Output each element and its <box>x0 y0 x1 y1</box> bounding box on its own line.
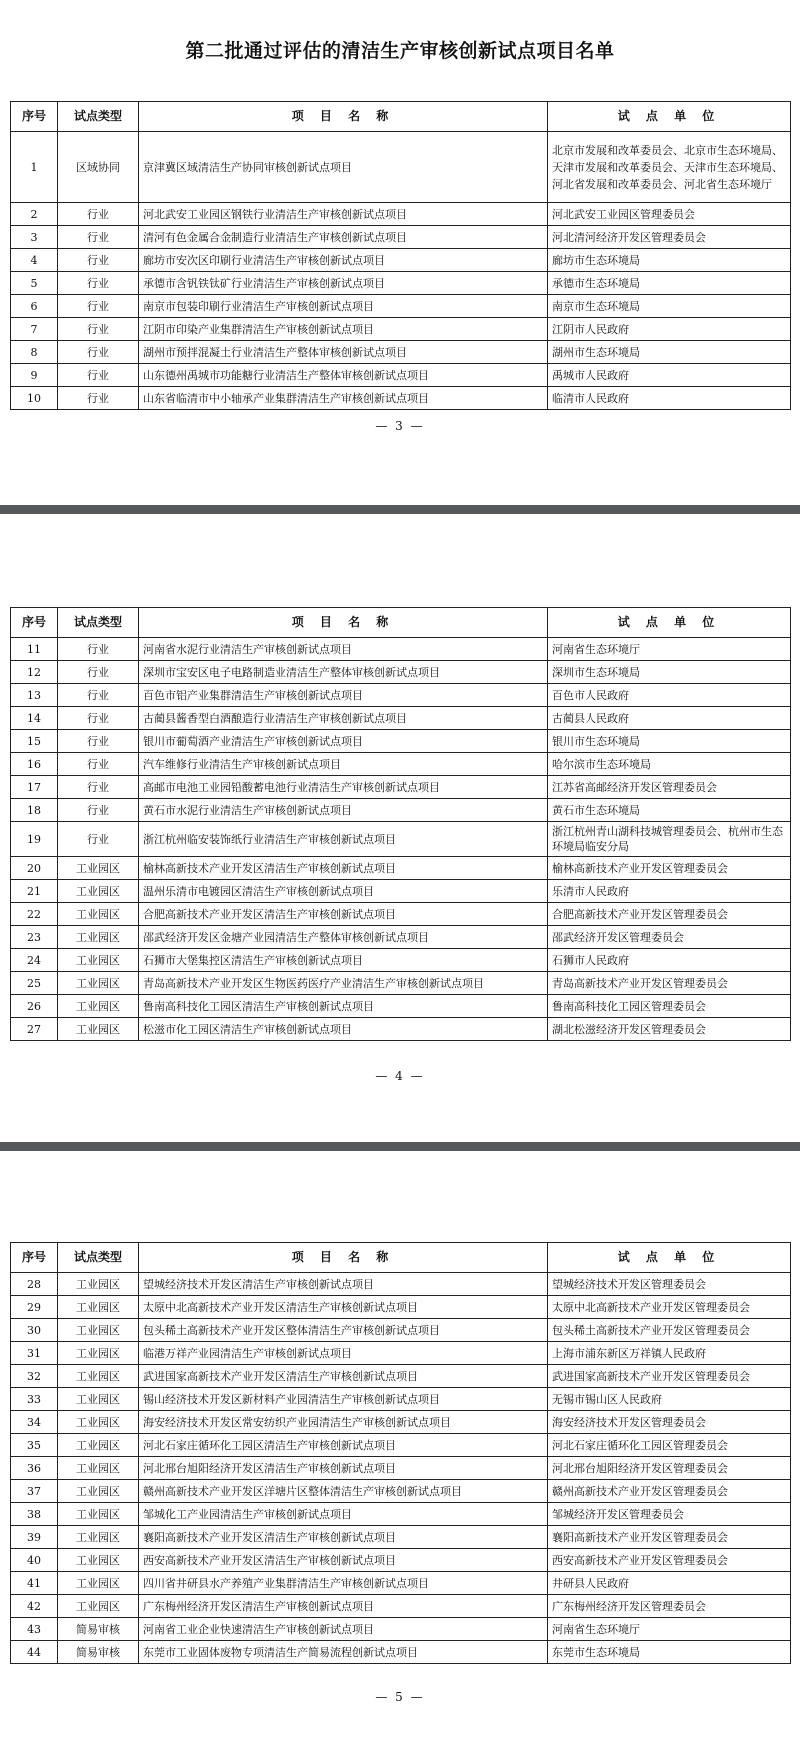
pilot-unit: 上海市浦东新区万祥镇人民政府 <box>548 1342 791 1365</box>
project-name: 黄石市水泥行业清洁生产审核创新试点项目 <box>139 799 548 822</box>
pilot-type: 行业 <box>58 226 139 249</box>
table-row <box>11 132 791 203</box>
pilot-unit: 河南省生态环境厅 <box>548 638 791 661</box>
pilot-type: 行业 <box>58 822 139 857</box>
table-header-row <box>11 1243 791 1273</box>
header-no: 序号 <box>11 1243 58 1273</box>
row-number: 7 <box>11 318 58 341</box>
row-number: 13 <box>11 684 58 707</box>
pilot-type: 行业 <box>58 318 139 341</box>
pilot-type: 工业园区 <box>58 1480 139 1503</box>
row-number: 41 <box>11 1572 58 1595</box>
table-row <box>11 1342 791 1365</box>
pilot-unit: 银川市生态环境局 <box>548 730 791 753</box>
project-name: 山东德州禹城市功能糖行业清洁生产整体审核创新试点项目 <box>139 364 548 387</box>
pilot-type: 工业园区 <box>58 1273 139 1296</box>
project-name: 百色市铝产业集群清洁生产审核创新试点项目 <box>139 684 548 707</box>
pilot-type: 工业园区 <box>58 1572 139 1595</box>
table-row <box>11 1411 791 1434</box>
row-number: 27 <box>11 1018 58 1041</box>
pilot-unit: 东莞市生态环境局 <box>548 1641 791 1664</box>
pilot-type: 行业 <box>58 776 139 799</box>
pilot-unit: 深圳市生态环境局 <box>548 661 791 684</box>
pilot-type: 行业 <box>58 203 139 226</box>
project-name: 高邮市电池工业园铅酸蓄电池行业清洁生产审核创新试点项目 <box>139 776 548 799</box>
project-name: 温州乐清市电镀园区清洁生产审核创新试点项目 <box>139 880 548 903</box>
table-row <box>11 949 791 972</box>
pilot-type: 简易审核 <box>58 1641 139 1664</box>
row-number: 25 <box>11 972 58 995</box>
pilot-type: 行业 <box>58 638 139 661</box>
project-name: 湖州市预拌混凝土行业清洁生产整体审核创新试点项目 <box>139 341 548 364</box>
project-name: 四川省井研县水产养殖产业集群清洁生产审核创新试点项目 <box>139 1572 548 1595</box>
table-row <box>11 857 791 880</box>
project-name: 河北邢台旭阳经济开发区清洁生产审核创新试点项目 <box>139 1457 548 1480</box>
table-row <box>11 880 791 903</box>
page-divider <box>0 505 800 514</box>
project-name: 山东省临清市中小轴承产业集群清洁生产审核创新试点项目 <box>139 387 548 410</box>
pilot-unit: 井研县人民政府 <box>548 1572 791 1595</box>
project-name: 海安经济技术开发区常安纺织产业园清洁生产审核创新试点项目 <box>139 1411 548 1434</box>
pilot-type: 行业 <box>58 272 139 295</box>
row-number: 3 <box>11 226 58 249</box>
pilot-unit: 哈尔滨市生态环境局 <box>548 753 791 776</box>
row-number: 37 <box>11 1480 58 1503</box>
pilot-type: 行业 <box>58 295 139 318</box>
pilot-unit: 江苏省高邮经济开发区管理委员会 <box>548 776 791 799</box>
pilot-unit: 河北武安工业园区管理委员会 <box>548 203 791 226</box>
row-number: 33 <box>11 1388 58 1411</box>
project-name: 东莞市工业固体废物专项清洁生产简易流程创新试点项目 <box>139 1641 548 1664</box>
table-row <box>11 1273 791 1296</box>
project-name: 浙江杭州临安装饰纸行业清洁生产审核创新试点项目 <box>139 822 548 857</box>
pilot-type: 工业园区 <box>58 1365 139 1388</box>
pilot-type: 工业园区 <box>58 1018 139 1041</box>
project-name: 廊坊市安次区印刷行业清洁生产审核创新试点项目 <box>139 249 548 272</box>
pilot-unit: 江阴市人民政府 <box>548 318 791 341</box>
row-number: 1 <box>11 132 58 203</box>
table-row <box>11 753 791 776</box>
table-row <box>11 364 791 387</box>
pilot-unit: 石狮市人民政府 <box>548 949 791 972</box>
project-name: 锡山经济技术开发区新材料产业园清洁生产审核创新试点项目 <box>139 1388 548 1411</box>
pilot-unit: 武进国家高新技术产业开发区管理委员会 <box>548 1365 791 1388</box>
row-number: 12 <box>11 661 58 684</box>
table-row <box>11 226 791 249</box>
project-table <box>10 101 791 410</box>
project-name: 榆林高新技术产业开发区清洁生产审核创新试点项目 <box>139 857 548 880</box>
pilot-type: 工业园区 <box>58 1503 139 1526</box>
row-number: 18 <box>11 799 58 822</box>
pilot-unit: 广东梅州经济开发区管理委员会 <box>548 1595 791 1618</box>
pilot-unit: 廊坊市生态环境局 <box>548 249 791 272</box>
table-row <box>11 822 791 857</box>
table-row <box>11 776 791 799</box>
project-name: 邵武经济开发区金塘产业园清洁生产整体审核创新试点项目 <box>139 926 548 949</box>
project-name: 清河有色金属合金制造行业清洁生产审核创新试点项目 <box>139 226 548 249</box>
project-name: 临港万祥产业园清洁生产审核创新试点项目 <box>139 1342 548 1365</box>
pilot-type: 行业 <box>58 387 139 410</box>
row-number: 2 <box>11 203 58 226</box>
pilot-unit: 河北清河经济开发区管理委员会 <box>548 226 791 249</box>
page-divider <box>0 1142 800 1151</box>
project-name: 鲁南高科技化工园区清洁生产审核创新试点项目 <box>139 995 548 1018</box>
header-project: 项 目 名 称 <box>139 102 548 132</box>
row-number: 35 <box>11 1434 58 1457</box>
table-row <box>11 1526 791 1549</box>
pilot-type: 行业 <box>58 753 139 776</box>
table-row <box>11 1641 791 1664</box>
row-number: 19 <box>11 822 58 857</box>
header-no: 序号 <box>11 102 58 132</box>
pilot-type: 行业 <box>58 684 139 707</box>
pilot-unit: 邹城经济开发区管理委员会 <box>548 1503 791 1526</box>
pilot-unit: 河北石家庄循环化工园区管理委员会 <box>548 1434 791 1457</box>
row-number: 30 <box>11 1319 58 1342</box>
project-name: 汽车维修行业清洁生产审核创新试点项目 <box>139 753 548 776</box>
pilot-type: 工业园区 <box>58 857 139 880</box>
pilot-unit: 邵武经济开发区管理委员会 <box>548 926 791 949</box>
project-name: 西安高新技术产业开发区清洁生产审核创新试点项目 <box>139 1549 548 1572</box>
pilot-unit: 望城经济技术开发区管理委员会 <box>548 1273 791 1296</box>
row-number: 28 <box>11 1273 58 1296</box>
pilot-unit: 合肥高新技术产业开发区管理委员会 <box>548 903 791 926</box>
header-project: 项 目 名 称 <box>139 1243 548 1273</box>
table-row <box>11 272 791 295</box>
project-name: 河北武安工业园区钢铁行业清洁生产审核创新试点项目 <box>139 203 548 226</box>
project-name: 古蔺县酱香型白酒酿造行业清洁生产审核创新试点项目 <box>139 707 548 730</box>
pilot-unit: 鲁南高科技化工园区管理委员会 <box>548 995 791 1018</box>
row-number: 20 <box>11 857 58 880</box>
table-row <box>11 1018 791 1041</box>
table-row <box>11 1365 791 1388</box>
project-name: 太原中北高新技术产业开发区清洁生产审核创新试点项目 <box>139 1296 548 1319</box>
page-table-3 <box>10 1242 790 1664</box>
row-number: 17 <box>11 776 58 799</box>
table-row <box>11 799 791 822</box>
row-number: 44 <box>11 1641 58 1664</box>
table-row <box>11 295 791 318</box>
row-number: 29 <box>11 1296 58 1319</box>
table-row <box>11 684 791 707</box>
table-row <box>11 1434 791 1457</box>
table-row <box>11 707 791 730</box>
table-header-row <box>11 102 791 132</box>
pilot-unit: 湖州市生态环境局 <box>548 341 791 364</box>
table-row <box>11 249 791 272</box>
row-number: 34 <box>11 1411 58 1434</box>
pilot-type: 工业园区 <box>58 1411 139 1434</box>
page-number-3: — 3 — <box>375 419 425 433</box>
row-number: 8 <box>11 341 58 364</box>
pilot-type: 工业园区 <box>58 949 139 972</box>
row-number: 42 <box>11 1595 58 1618</box>
pilot-type: 工业园区 <box>58 880 139 903</box>
pilot-type: 工业园区 <box>58 1526 139 1549</box>
project-table <box>10 1242 791 1664</box>
table-row <box>11 1457 791 1480</box>
pilot-unit: 禹城市人民政府 <box>548 364 791 387</box>
row-number: 31 <box>11 1342 58 1365</box>
row-number: 11 <box>11 638 58 661</box>
project-table <box>10 607 791 1041</box>
project-name: 松滋市化工园区清洁生产审核创新试点项目 <box>139 1018 548 1041</box>
row-number: 32 <box>11 1365 58 1388</box>
row-number: 43 <box>11 1618 58 1641</box>
header-project: 项 目 名 称 <box>139 608 548 638</box>
table-row <box>11 1296 791 1319</box>
project-name: 望城经济技术开发区清洁生产审核创新试点项目 <box>139 1273 548 1296</box>
pilot-type: 工业园区 <box>58 1595 139 1618</box>
table-row <box>11 1480 791 1503</box>
header-unit: 试 点 单 位 <box>548 1243 791 1273</box>
pilot-unit: 无锡市锡山区人民政府 <box>548 1388 791 1411</box>
project-name: 邹城化工产业园清洁生产审核创新试点项目 <box>139 1503 548 1526</box>
pilot-unit: 古蔺县人民政府 <box>548 707 791 730</box>
project-name: 河南省水泥行业清洁生产审核创新试点项目 <box>139 638 548 661</box>
table-row <box>11 1319 791 1342</box>
row-number: 22 <box>11 903 58 926</box>
pilot-type: 行业 <box>58 364 139 387</box>
pilot-unit: 襄阳高新技术产业开发区管理委员会 <box>548 1526 791 1549</box>
pilot-type: 工业园区 <box>58 1342 139 1365</box>
pilot-unit: 榆林高新技术产业开发区管理委员会 <box>548 857 791 880</box>
pilot-type: 工业园区 <box>58 903 139 926</box>
header-unit: 试 点 单 位 <box>548 608 791 638</box>
pilot-unit: 临清市人民政府 <box>548 387 791 410</box>
pilot-type: 行业 <box>58 707 139 730</box>
pilot-unit: 承德市生态环境局 <box>548 272 791 295</box>
pilot-type: 工业园区 <box>58 1434 139 1457</box>
table-row <box>11 972 791 995</box>
project-name: 武进国家高新技术产业开发区清洁生产审核创新试点项目 <box>139 1365 548 1388</box>
project-name: 河北石家庄循环化工园区清洁生产审核创新试点项目 <box>139 1434 548 1457</box>
pilot-type: 工业园区 <box>58 1296 139 1319</box>
document-title: 第二批通过评估的清洁生产审核创新试点项目名单 <box>185 40 615 62</box>
table-row <box>11 341 791 364</box>
table-row <box>11 1572 791 1595</box>
pilot-type: 工业园区 <box>58 995 139 1018</box>
project-name: 江阴市印染产业集群清洁生产审核创新试点项目 <box>139 318 548 341</box>
page-table-1 <box>10 101 790 410</box>
table-row <box>11 387 791 410</box>
project-name: 深圳市宝安区电子电路制造业清洁生产整体审核创新试点项目 <box>139 661 548 684</box>
pilot-unit: 海安经济技术开发区管理委员会 <box>548 1411 791 1434</box>
project-name: 京津冀区域清洁生产协同审核创新试点项目 <box>139 132 548 203</box>
pilot-type: 工业园区 <box>58 1319 139 1342</box>
row-number: 36 <box>11 1457 58 1480</box>
row-number: 23 <box>11 926 58 949</box>
pilot-type: 工业园区 <box>58 972 139 995</box>
page-number-4: — 4 — <box>375 1069 425 1083</box>
pilot-type: 简易审核 <box>58 1618 139 1641</box>
row-number: 10 <box>11 387 58 410</box>
row-number: 16 <box>11 753 58 776</box>
project-name: 襄阳高新技术产业开发区清洁生产审核创新试点项目 <box>139 1526 548 1549</box>
header-type: 试点类型 <box>58 102 139 132</box>
project-name: 包头稀土高新技术产业开发区整体清洁生产审核创新试点项目 <box>139 1319 548 1342</box>
project-name: 承德市含钒铁钛矿行业清洁生产审核创新试点项目 <box>139 272 548 295</box>
page-number-5: — 5 — <box>375 1690 425 1704</box>
row-number: 39 <box>11 1526 58 1549</box>
row-number: 26 <box>11 995 58 1018</box>
row-number: 4 <box>11 249 58 272</box>
pilot-unit: 包头稀土高新技术产业开发区管理委员会 <box>548 1319 791 1342</box>
table-row <box>11 1503 791 1526</box>
pilot-unit: 河北邢台旭阳经济开发区管理委员会 <box>548 1457 791 1480</box>
pilot-unit: 西安高新技术产业开发区管理委员会 <box>548 1549 791 1572</box>
table-row <box>11 1388 791 1411</box>
row-number: 9 <box>11 364 58 387</box>
pilot-type: 区域协同 <box>58 132 139 203</box>
row-number: 24 <box>11 949 58 972</box>
page-table-2 <box>10 607 790 1041</box>
header-type: 试点类型 <box>58 608 139 638</box>
pilot-type: 工业园区 <box>58 1388 139 1411</box>
project-name: 南京市包装印刷行业清洁生产审核创新试点项目 <box>139 295 548 318</box>
table-row <box>11 661 791 684</box>
table-row <box>11 926 791 949</box>
project-name: 青岛高新技术产业开发区生物医药医疗产业清洁生产审核创新试点项目 <box>139 972 548 995</box>
row-number: 14 <box>11 707 58 730</box>
pilot-unit: 青岛高新技术产业开发区管理委员会 <box>548 972 791 995</box>
table-row <box>11 903 791 926</box>
pilot-unit: 南京市生态环境局 <box>548 295 791 318</box>
row-number: 40 <box>11 1549 58 1572</box>
header-unit: 试 点 单 位 <box>548 102 791 132</box>
row-number: 5 <box>11 272 58 295</box>
table-row <box>11 203 791 226</box>
table-row <box>11 995 791 1018</box>
table-row <box>11 730 791 753</box>
pilot-type: 行业 <box>58 799 139 822</box>
project-name: 河南省工业企业快速清洁生产审核创新试点项目 <box>139 1618 548 1641</box>
table-row <box>11 318 791 341</box>
pilot-type: 工业园区 <box>58 1549 139 1572</box>
project-name: 赣州高新技术产业开发区洋塘片区整体清洁生产审核创新试点项目 <box>139 1480 548 1503</box>
pilot-unit: 湖北松滋经济开发区管理委员会 <box>548 1018 791 1041</box>
pilot-type: 工业园区 <box>58 1457 139 1480</box>
pilot-unit: 北京市发展和改革委员会、北京市生态环境局、天津市发展和改革委员会、天津市生态环境局、河北省发展和改革委员会、河北省生态环境厅 <box>548 132 791 203</box>
project-name: 石狮市大堡集控区清洁生产审核创新试点项目 <box>139 949 548 972</box>
pilot-type: 行业 <box>58 249 139 272</box>
pilot-type: 行业 <box>58 661 139 684</box>
table-row <box>11 1618 791 1641</box>
pilot-unit: 百色市人民政府 <box>548 684 791 707</box>
table-row <box>11 1549 791 1572</box>
pilot-unit: 黄石市生态环境局 <box>548 799 791 822</box>
row-number: 38 <box>11 1503 58 1526</box>
project-name: 合肥高新技术产业开发区清洁生产审核创新试点项目 <box>139 903 548 926</box>
row-number: 15 <box>11 730 58 753</box>
project-name: 广东梅州经济开发区清洁生产审核创新试点项目 <box>139 1595 548 1618</box>
pilot-unit: 乐清市人民政府 <box>548 880 791 903</box>
pilot-type: 行业 <box>58 341 139 364</box>
row-number: 6 <box>11 295 58 318</box>
header-no: 序号 <box>11 608 58 638</box>
row-number: 21 <box>11 880 58 903</box>
header-type: 试点类型 <box>58 1243 139 1273</box>
table-header-row <box>11 608 791 638</box>
pilot-type: 行业 <box>58 730 139 753</box>
pilot-type: 工业园区 <box>58 926 139 949</box>
table-row <box>11 638 791 661</box>
pilot-unit: 河南省生态环境厅 <box>548 1618 791 1641</box>
project-name: 银川市葡萄酒产业清洁生产审核创新试点项目 <box>139 730 548 753</box>
pilot-unit: 浙江杭州青山湖科技城管理委员会、杭州市生态环境局临安分局 <box>548 822 791 857</box>
pilot-unit: 太原中北高新技术产业开发区管理委员会 <box>548 1296 791 1319</box>
pilot-unit: 赣州高新技术产业开发区管理委员会 <box>548 1480 791 1503</box>
table-row <box>11 1595 791 1618</box>
